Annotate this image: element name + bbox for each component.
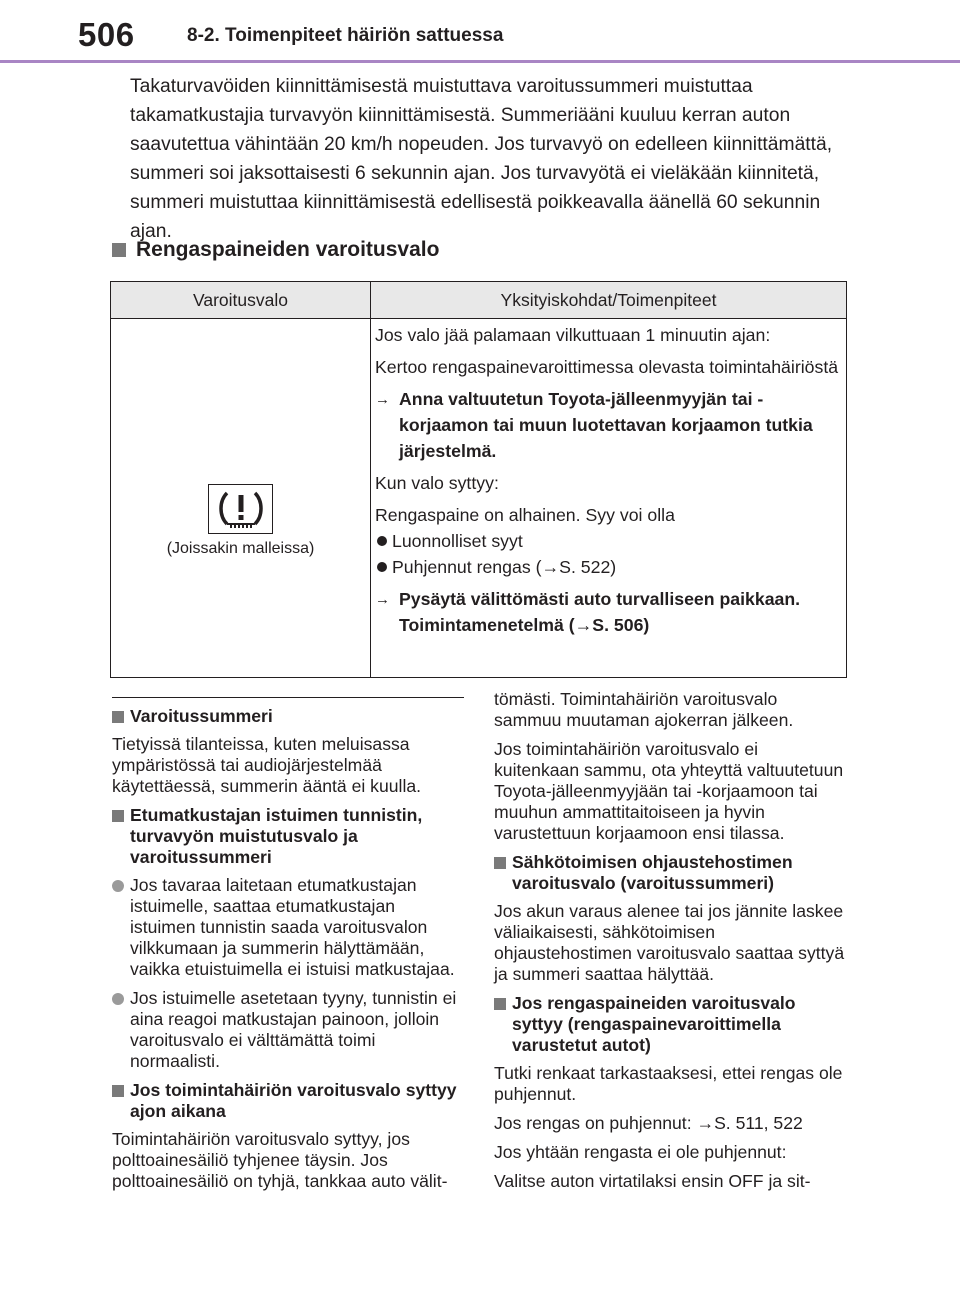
list-item [112,988,464,1072]
detail-line: Rengaspaine on alhainen. Syy voi olla [375,505,675,525]
section-title: 8-2. Toimenpiteet häiriön sattuessa [187,25,504,46]
note-paragraph: Jos akun varaus alenee tai jos jännite laskee väliaikaisesti, sähkötoimisen ohjaustehostimen varoitusvalo saattaa syttyä ja summeri saattaa hälyttää. [494,901,845,984]
intro-paragraph: Takaturvavöiden kiinnittämisestä muistuttava varoitussummeri muistuttaa takamatkustajia turvavyön kiinnittämisestä. Summeriääni kuuluu kerran auton saavutettua vähintään 20 km/h nopeuden. Jos turvavyö on edelleen kiinnittämättä, summeri soi jaksottaisesti 6 sekunnin ajan. Jos turvavyötä ei vieläkään kiinnitetä, summeri muistuttaa kiinnittämisestä edellisestä poikkeavalla äänellä 60 sekunnin ajan. [130,76,833,242]
bullet-dot-icon [377,536,387,546]
bullet-text: Jos istuimelle asetetaan tyyny, tunnistin ei aina reagoi matkustajan painoon, jolloin varoitusvalo ei välttämättä toimi normaalisti. [130,988,457,1071]
detail-line: Kertoo rengaspainevaroittimessa olevasta toimintahäiriöstä [375,357,839,377]
list-item [112,875,464,980]
details-cell [371,319,847,678]
section-heading-text: Rengaspaineiden varoitusvalo [136,238,440,261]
detail-line: Jos valo jää palamaan vilkuttuaan 1 minuutin ajan: [375,325,771,345]
bullet-dot-icon [377,562,387,572]
page-number: 506 [78,16,135,53]
icon-caption: (Joissakin malleissa) [166,540,315,557]
square-bullet-icon [112,243,126,257]
note-heading [112,706,464,727]
square-bullet-icon [112,1085,124,1097]
note-heading-text: Jos rengaspaineiden varoitusvalo syttyy (rengaspainevaroittimella varustetut autot) [512,993,796,1055]
section-heading [112,238,439,262]
square-bullet-icon [112,810,124,822]
detail-line: Kun valo syttyy: [375,473,499,493]
note-heading-text: Varoitussummeri [130,706,273,726]
table-row [111,319,847,678]
bullet-text: Jos tavaraa laitetaan etumatkustajan istuimelle, saattaa etumatkustajan istuimen tunnistin saada varoitusvalon vilkkumaan ja summerin hälyttämään, vaikka etuistuimella ei istuisi matkustajaa. [130,875,455,979]
note-paragraph: Valitse auton virtatilaksi ensin OFF ja sit- [494,1171,811,1191]
action-text: Pysäytä välittömästi auto turvalliseen paikkaan. Toimintamenetelmä (→S. 506) [399,589,801,635]
table-header-row [111,282,847,319]
square-bullet-icon [112,711,124,723]
warning-light-table [110,281,847,678]
header-divider [0,60,960,63]
note-heading [112,805,464,868]
note-paragraph: Jos rengas on puhjennut: →S. 511, 522 [494,1113,803,1133]
square-bullet-icon [494,998,506,1010]
table-header-warning-light: Varoitusvalo [111,282,371,319]
note-paragraph: Toimintahäiriön varoitusvalo syttyy, jos polttoainesäiliö tyhjenee täysin. Jos polttoainesäiliö on tyhjä, tankkaa auto välit- [112,1129,448,1191]
note-heading-text: Etumatkustajan istuimen tunnistin, turvavyön muistutusvalo ja varoitussummeri [130,805,423,867]
bullet-dot-icon [112,993,124,1005]
tire-pressure-warning-icon [208,484,273,534]
note-paragraph: Tietyissä tilanteissa, kuten meluisassa ympäristössä tai audiojärjestelmää käytettäessä, summerin ääntä ei kuulla. [112,734,422,796]
action-line [375,586,846,638]
left-column [112,706,464,1200]
note-paragraph: Jos toimintahäiriön varoitusvalo ei kuitenkaan sammu, ota yhteyttä valtuutetuun Toyota-jälleenmyyjään tai -korjaamoon tai muuhun ammattitaitoiseen ja hyvin varustettuun korjaamoon ensi tilassa. [494,739,844,843]
arrow-icon: → [375,391,390,408]
bullet-dot-icon [112,880,124,892]
right-column [494,689,846,1200]
action-line [375,386,846,464]
arrow-icon: → [375,591,390,608]
table-header-details: Yksityiskohdat/Toimenpiteet [371,282,847,319]
note-paragraph: Jos yhtään rengasta ei ole puhjennut: [494,1142,787,1162]
action-text: Anna valtuutetun Toyota-jälleenmyyjän tai -korjaamon tai muun luotettavan korjaamon tutkia järjestelmä. [399,389,813,461]
column-divider [112,697,464,698]
note-heading [112,1080,464,1122]
warning-light-cell [111,319,371,678]
note-paragraph: Tutki renkaat tarkastaaksesi, ettei rengas ole puhjennut. [494,1063,843,1104]
square-bullet-icon [494,857,506,869]
note-heading [494,852,846,894]
note-heading [494,993,846,1056]
list-item [375,528,846,554]
page-header [0,0,960,64]
note-heading-text: Sähkötoimisen ohjaustehostimen varoitusvalo (varoitussummeri) [512,852,793,893]
bullet-text: Puhjennut rengas (→S. 522) [392,557,617,577]
note-heading-text: Jos toimintahäiriön varoitusvalo syttyy ajon aikana [130,1080,457,1121]
bullet-text: Luonnolliset syyt [392,531,523,551]
note-paragraph: tömästi. Toimintahäiriön varoitusvalo sammuu muutaman ajokerran jälkeen. [494,689,794,730]
list-item [375,554,846,580]
